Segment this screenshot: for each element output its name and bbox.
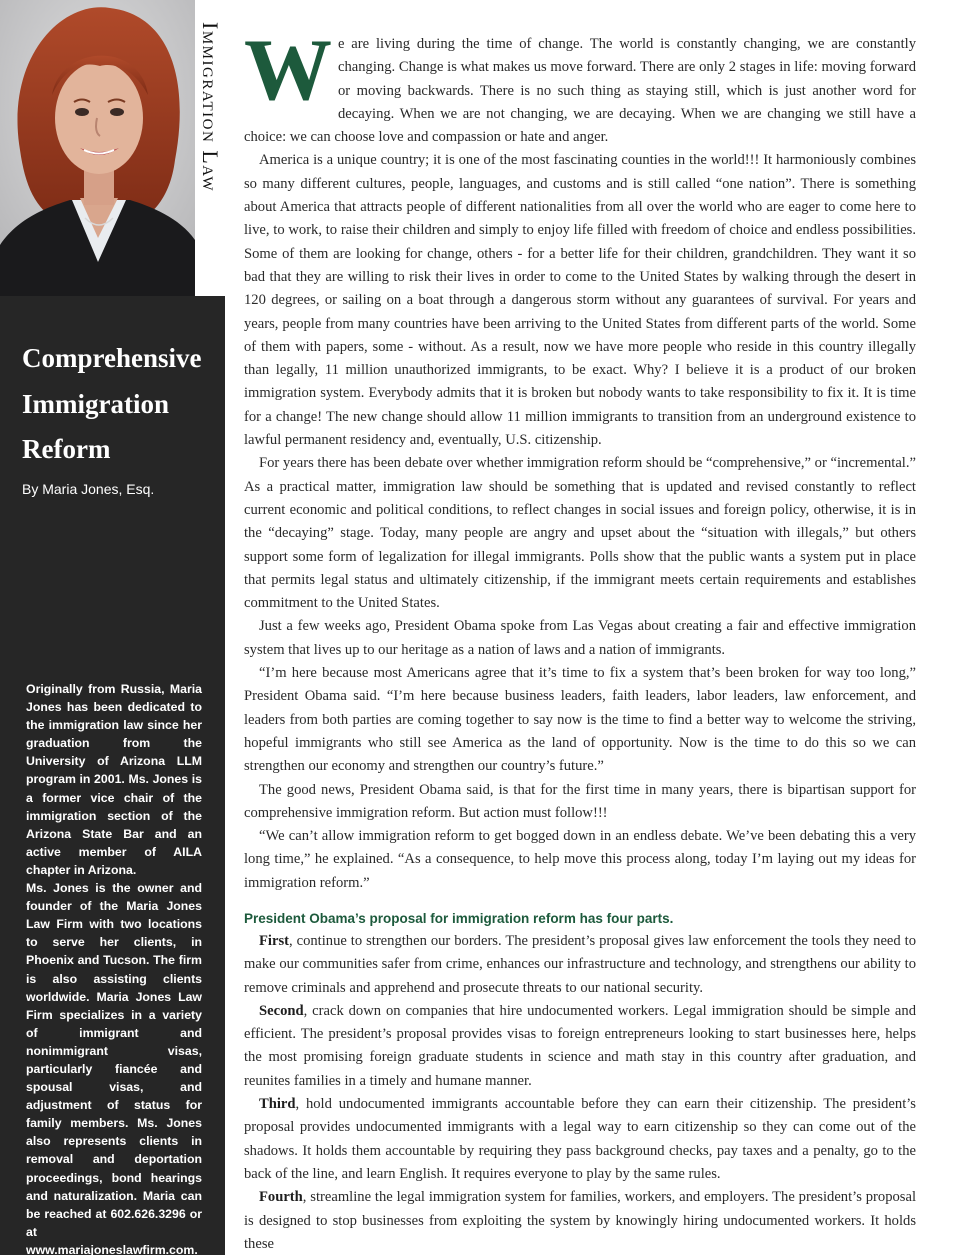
bio-paragraph-2: Ms. Jones is the owner and founder of the Maria Jones Law Firm with two locations to serve her clients, in Phoenix and Tucson. The firm is also assisting clients worldwide. Maria Jones Law Firm specializes in a variety of immigrant and nonimmigrant visas, particularly fiancée and spousal visas, and adjustment of status for family members. Ms. Jones also represents clients in removal and deportation proceedings, bond hearings and naturalization. Maria can be reached at 602.626.3296 or at www.mariajoneslawfirm.com.	[26, 881, 202, 1257]
article-paragraph-third	[244, 1093, 916, 1186]
headline-line-1: Comprehensive	[22, 343, 202, 373]
lead-fourth: Fourth	[259, 1189, 303, 1206]
lead-second: Second	[259, 1002, 304, 1019]
byline: By Maria Jones, Esq.	[22, 481, 155, 497]
author-portrait-illustration	[0, 0, 195, 296]
headline-line-2: Immigration	[22, 388, 169, 419]
article-paragraph-7: “We can’t allow immigration reform to get bogged down in an endless debate. We’ve been debating this a very long time,” he explained. “As a consequence, to help move this process along, today I’m laying out my ideas for immigration reform.”	[244, 828, 916, 891]
bio-paragraph-1: Originally from Russia, Maria Jones has been dedicated to the immigration law since her graduation from the University of Arizona LLM program in 2001. Ms. Jones is a former vice chair of the immigration section of the Arizona State Bar and an active member of AILA chapter in Arizona.	[26, 682, 202, 877]
drop-cap: W	[244, 22, 332, 119]
article-body	[244, 22, 916, 1256]
headline	[22, 336, 217, 473]
section-title: Immigration Law	[198, 22, 223, 193]
author-photo	[0, 0, 195, 296]
text-third: , hold undocumented immigrants accountable before they can earn their citizenship. The president’s proposal provides undocumented immigrants with a legal way to earn citizenship so they can come out of the shadows. It holds them accountable by requiring they pass background checks, pay taxes and a penalty, go to the back of the line, and learn English. It requires everyone to play by the same rules.	[244, 1096, 916, 1182]
article-paragraph-4: Just a few weeks ago, President Obama spoke from Las Vegas about creating a fair and effective immigration system that lives up to our heritage as a nation of laws and a nation of immigrants.	[244, 618, 916, 658]
lead-first: First	[259, 932, 289, 949]
article-paragraph-2: America is a unique country; it is one of the most fascinating counties in the world!!! It harmoniously combines so many different cultures, people, languages, and customs and is still called “one nation”. There is something about America that attracts people of different nationalities from all over the world who are eager to come here to live, to work, to raise their children and simply to enjoy life filled with freedom of choice and endless possibilities. Some of them are looking for change, others - for a better life for their children, grandchildren. They want it so bad that they are willing to risk their lives in order to come to the United States by walking through the desert in 120 degrees, or sailing on a boat through a dangerous storm without any guarantees of survival. For years and years, people from many countries have been arriving to the United States from different parts of the world. Some of them with papers, some - without. As a result, now we have more people who reside in this country illegally than legally, 11 million unauthorized immigrants, to be exact. Why? I believe it is a product of our broken immigration system. Everybody admits that it is broken but nobody wants to take responsibility to fix it. It is time for a change! The new change should allow 11 million immigrants to transition from an underground existence to lawful permanent residency and, eventually, U.S. citizenship.	[244, 152, 916, 449]
author-bio	[26, 680, 202, 1259]
article-paragraph-1-text: e are living during the time of change. The world is constantly changing, we are constantly changing. Change is what makes us move forward. There are only 2 stages in life: moving forward or moving backwards. There is no such thing as staying still, which is just another word for decaying. When we are not changing, we are decaying. When we are changing we still have a choice: we can choose love and compassion or hate and anger.	[244, 36, 916, 146]
article-paragraph-3: For years there has been debate over whether immigration reform should be “comprehensive,” or “incremental.” As a practical matter, immigration law should be something that is updated and revised constantly to reflect current economic and political conditions, to reflect changes in social issues and foreign policy, otherwise, it is in the “decaying” stage. Today, many people are angry and upset about the “situation with illegals,” but others support some form of legalization for illegal immigrants. Polls show that the public wants a system put in place that permits legal status and ultimately citizenship, if the immigrant meets certain requirements and establishes commitment to the United States.	[244, 455, 916, 612]
text-first: , continue to strengthen our borders. The president’s proposal gives law enforcement the tools they need to make our communities safer from crime, enhances our infrastructure and technology, and strengthens our ability to remove criminals and apprehend and prosecute threats to our national security.	[244, 932, 916, 996]
article-paragraph-5: “I’m here because most Americans agree that it’s time to fix a system that’s been broken for way too long,” President Obama said. “I’m here because business leaders, faith leaders, labor leaders, law enforcement, and leaders from both parties are coming together to say now is the time to find a better way to welcome the striving, hopeful immigrants who still see America as the land of opportunity. Now is the time to do this so we can strengthen our economy and strengthen our country’s future.”	[244, 665, 916, 775]
article-paragraph-fourth	[244, 1186, 916, 1256]
article-paragraph-6: The good news, President Obama said, is that for the first time in many years, there is bipartisan support for comprehensive immigration reform. But action must follow!!!	[244, 781, 916, 821]
article-paragraph-second	[244, 1000, 916, 1093]
text-fourth: , streamline the legal immigration system for families, workers, and employers. The president’s proposal is designed to stop businesses from exploiting the system by knowingly hiring undocumented workers. It holds these	[244, 1189, 916, 1252]
text-second: , crack down on companies that hire undocumented workers. Legal immigration should be simple and efficient. The president’s proposal provides visas to foreign entrepreneurs looking to start businesses here, helps the most promising foreign graduate students in science and math stay in this country after graduation, and reunites families in a timely and humane manner.	[244, 1002, 916, 1089]
article-subhead: President Obama’s proposal for immigration reform has four parts.	[244, 910, 674, 926]
lead-third: Third	[259, 1096, 296, 1113]
article-paragraph-1	[244, 22, 916, 149]
headline-line-3: Reform	[22, 434, 111, 464]
article-paragraph-first	[244, 930, 916, 1000]
